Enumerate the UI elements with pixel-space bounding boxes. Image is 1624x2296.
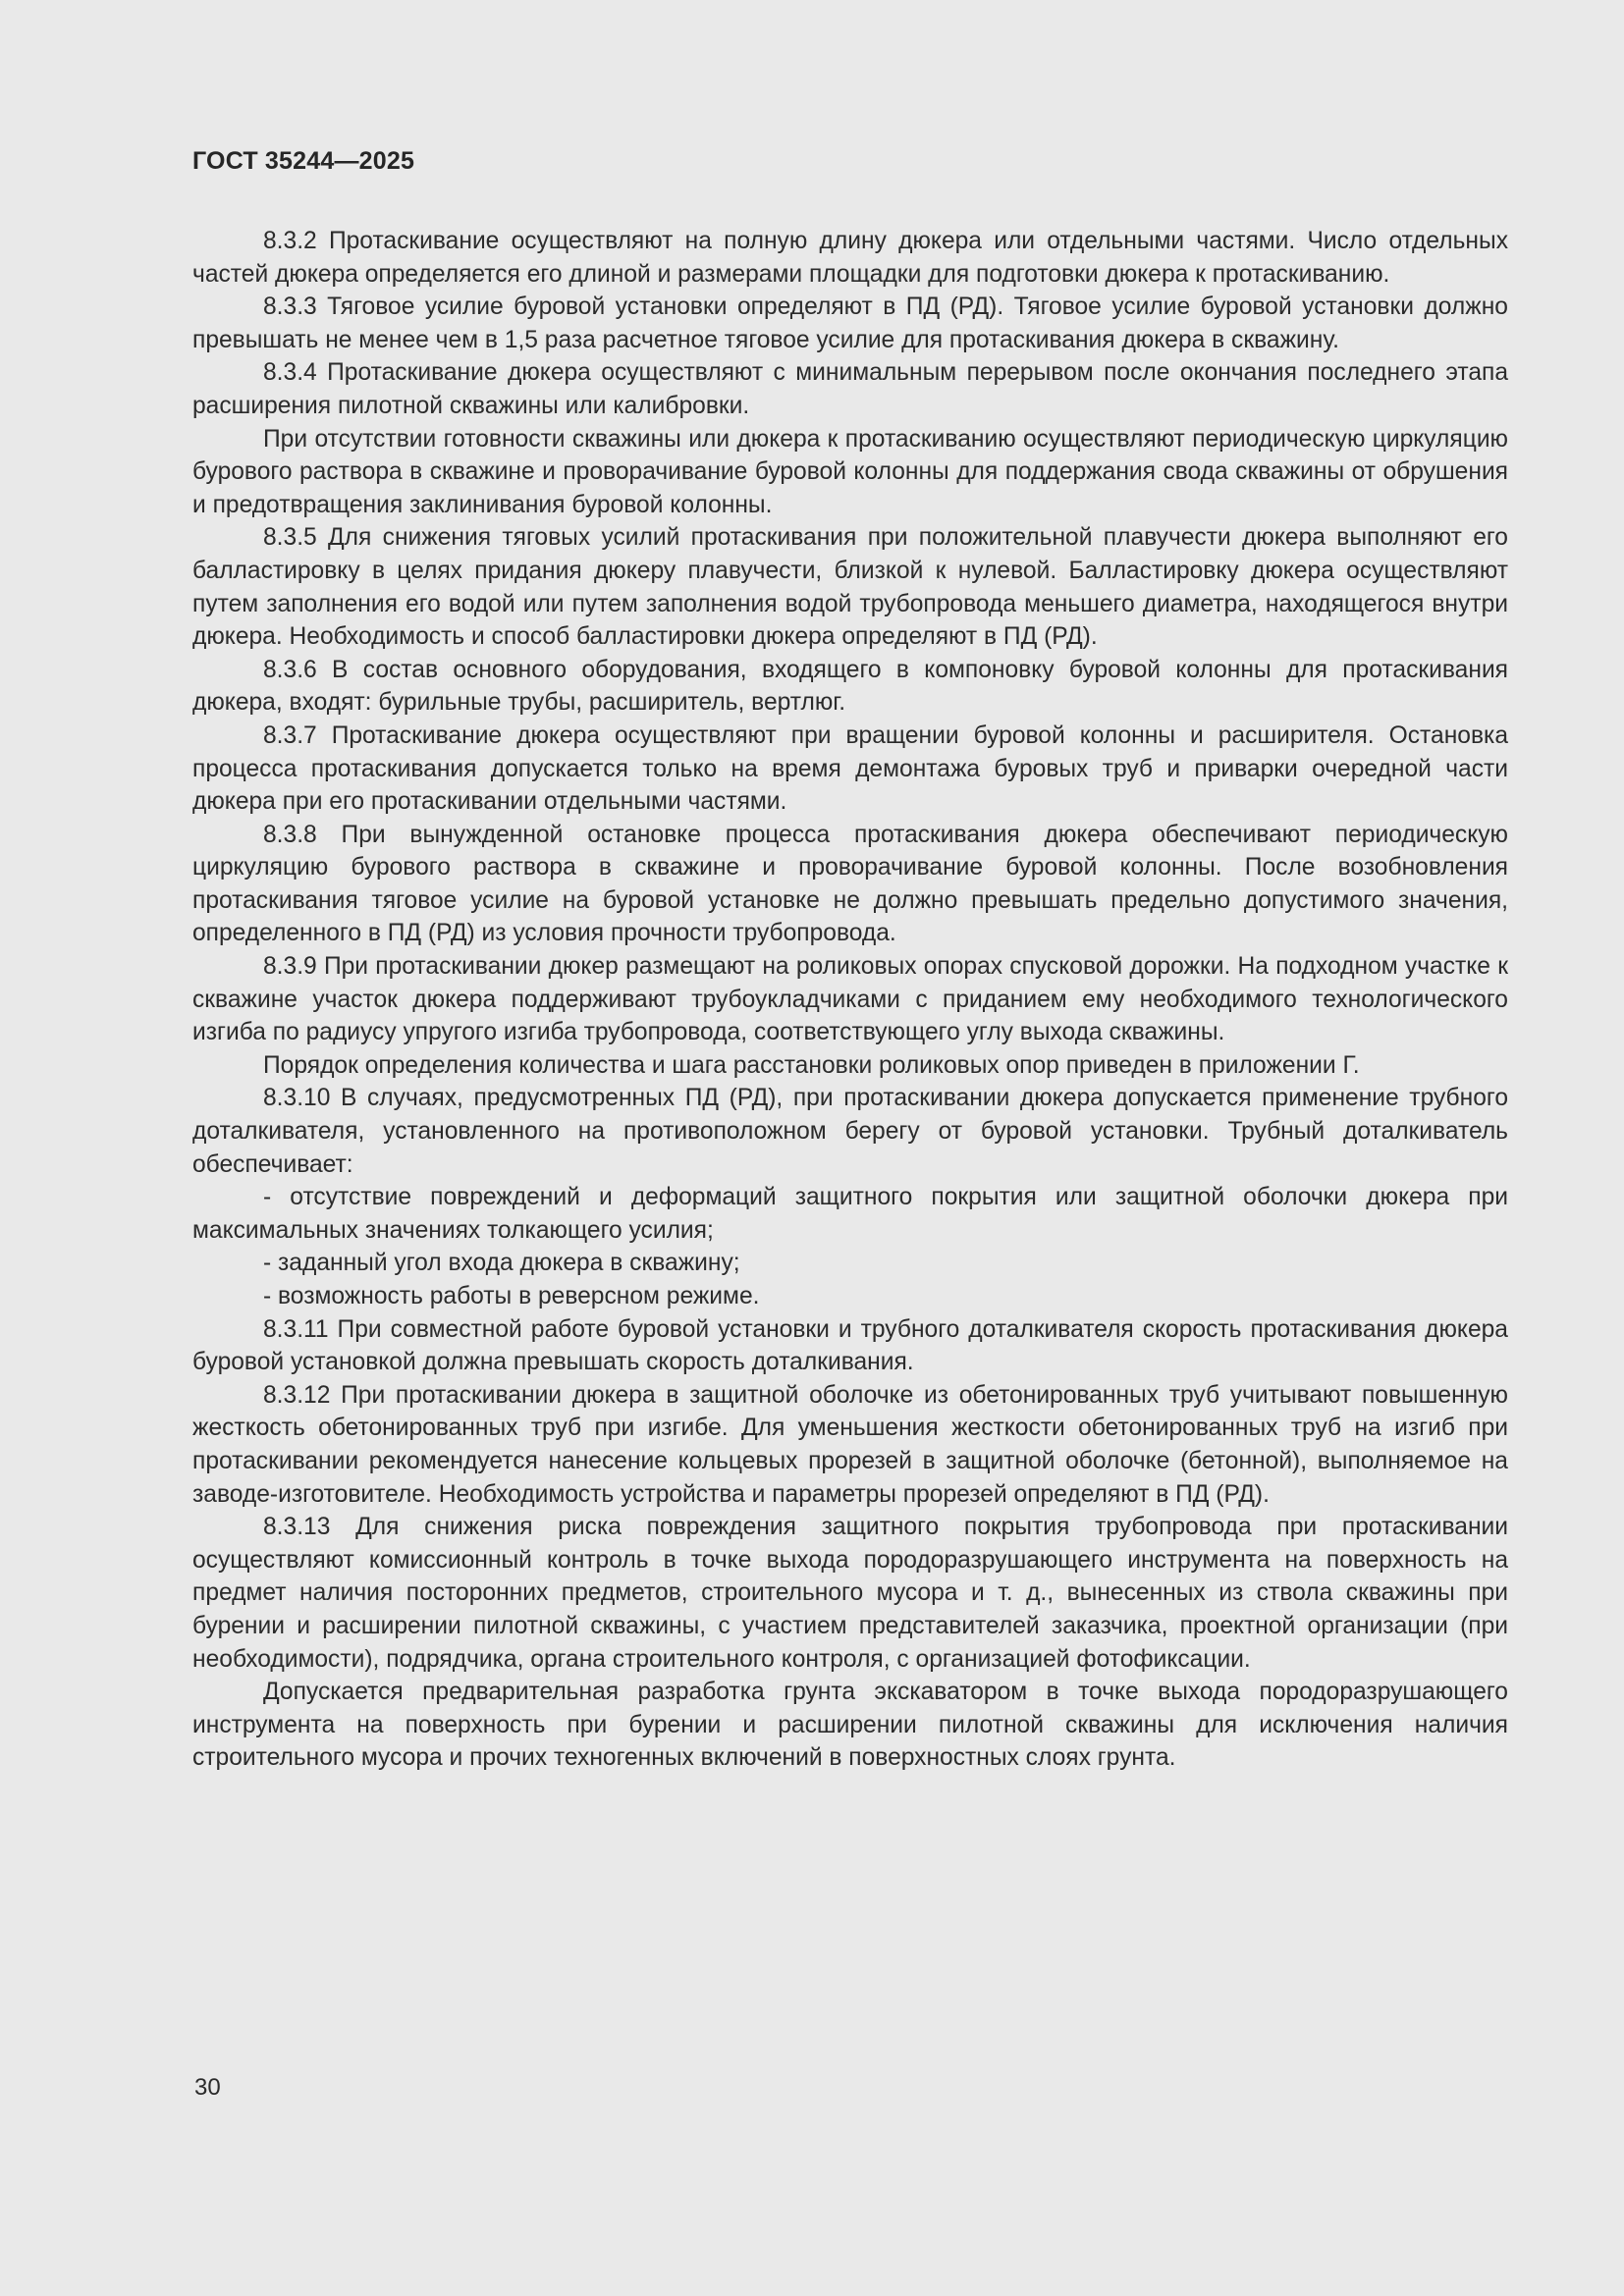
paragraph-8-3-13-continued: Допускается предварительная разработка грунта экскаватором в точке выхода породоразрушающего инструмента на поверхность при бурении и расширении пилотной скважины для исключения наличия строительного мусора и прочих техногенных включений в поверхностных слоях грунта.: [192, 1679, 1508, 1772]
paragraph-8-3-6: 8.3.6 В состав основного оборудования, входящего в компоновку буровой колонны для протаскивания дюкера, входят: бурильные трубы, расширитель, вертлюг.: [192, 656, 1508, 717]
paragraph-8-3-7: 8.3.7 Протаскивание дюкера осуществляют при вращении буровой колонны и расширителя. Остановка процесса протаскивания допускается только на время демонтажа буровых труб и приварки очередной части дюкера при его протаскивании отдельными частями.: [192, 721, 1508, 816]
paragraph-8-3-2: 8.3.2 Протаскивание осуществляют на полную длину дюкера или отдельными частями. Число отдельных частей дюкера определяется его длиной и размерами площадки для подготовки дюкера к протаскиванию.: [192, 228, 1508, 288]
paragraph-8-3-9-continued: Порядок определения количества и шага расстановки роликовых опор приведен в приложении Г.: [263, 1051, 1360, 1079]
document-body: [192, 225, 1508, 1775]
page-header: ГОСТ 35244—2025: [192, 147, 415, 175]
page-number: 30: [194, 2074, 221, 2101]
list-item: - отсутствие повреждений и деформаций защитного покрытия или защитной оболочки дюкера при максимальных значениях толкающего усилия;: [192, 1184, 1508, 1244]
paragraph-8-3-12: 8.3.12 При протаскивании дюкера в защитной оболочке из обетонированных труб учитывают повышенную жесткость обетонированных труб при изгибе. Для уменьшения жесткости обетонированных труб на изгиб при протаскивании рекомендуется нанесение кольцевых прорезей в защитной оболочке (бетонной), выполняемое на заводе-изготовителе. Необходимость устройства и параметры прорезей определяют в ПД (РД).: [192, 1381, 1508, 1508]
list-item: - заданный угол входа дюкера в скважину;: [263, 1250, 740, 1277]
paragraph-8-3-3: 8.3.3 Тяговое усилие буровой установки определяют в ПД (РД). Тяговое усилие буровой установки должно превышать не менее чем в 1,5 раза расчетное тяговое усилие для протаскивания дюкера в скважину.: [192, 294, 1508, 353]
paragraph-8-3-5: 8.3.5 Для снижения тяговых усилий протаскивания при положительной плавучести дюкера выполняют его балластировку в целях придания дюкеру плавучести, близкой к нулевой. Балластировку дюкера осуществляют путем заполнения его водой или путем заполнения водой трубопровода меньшего диаметра, находящегося внутри дюкера. Необходимость и способ балластировки дюкера определяют в ПД (РД).: [192, 524, 1508, 651]
paragraph-8-3-9: 8.3.9 При протаскивании дюкер размещают на роликовых опорах спусковой дорожки. На подходном участке к скважине участок дюкера поддерживают трубоукладчиками с приданием ему необходимого технологического изгиба по радиусу упругого изгиба трубопровода, соответствующего углу выхода скважины.: [192, 953, 1508, 1046]
paragraph-8-3-4-continued: При отсутствии готовности скважины или дюкера к протаскиванию осуществляют периодическую циркуляцию бурового раствора в скважине и проворачивание буровой колонны для поддержания свода скважины от обрушения и предотвращения заклинивания буровой колонны.: [192, 425, 1508, 518]
paragraph-8-3-4: 8.3.4 Протаскивание дюкера осуществляют с минимальным перерывом после окончания последнего этапа расширения пилотной скважины или калибровки.: [192, 359, 1508, 419]
paragraph-8-3-8: 8.3.8 При вынужденной остановке процесса протаскивания дюкера обеспечивают периодическую циркуляцию бурового раствора в скважине и проворачивание буровой колонны. После возобновления протаскивания тяговое усилие на буровой установке не должно превышать предельно допустимого значения, определенного в ПД (РД) из условия прочности трубопровода.: [192, 821, 1508, 947]
list-item: - возможность работы в реверсном режиме.: [263, 1283, 760, 1309]
paragraph-8-3-13: 8.3.13 Для снижения риска повреждения защитного покрытия трубопровода при протаскивании осуществляют комиссионный контроль в точке выхода породоразрушающего инструмента на поверхность на предмет наличия посторонних предметов, строительного мусора и т. д., вынесенных из ствола скважины при бурении и расширении пилотной скважины, с участием представителей заказчика, проектной организации (при необходимости), подрядчика, органа строительного контроля, с организацией фотофиксации.: [192, 1514, 1508, 1673]
paragraph-8-3-10: 8.3.10 В случаях, предусмотренных ПД (РД), при протаскивании дюкера допускается применение трубного доталкивателя, установленного на противоположном берегу от буровой установки. Трубный доталкиватель обеспечивает:: [192, 1085, 1508, 1178]
paragraph-8-3-11: 8.3.11 При совместной работе буровой установки и трубного доталкивателя скорость протаскивания дюкера буровой установкой должна превышать скорость доталкивания.: [192, 1315, 1508, 1376]
